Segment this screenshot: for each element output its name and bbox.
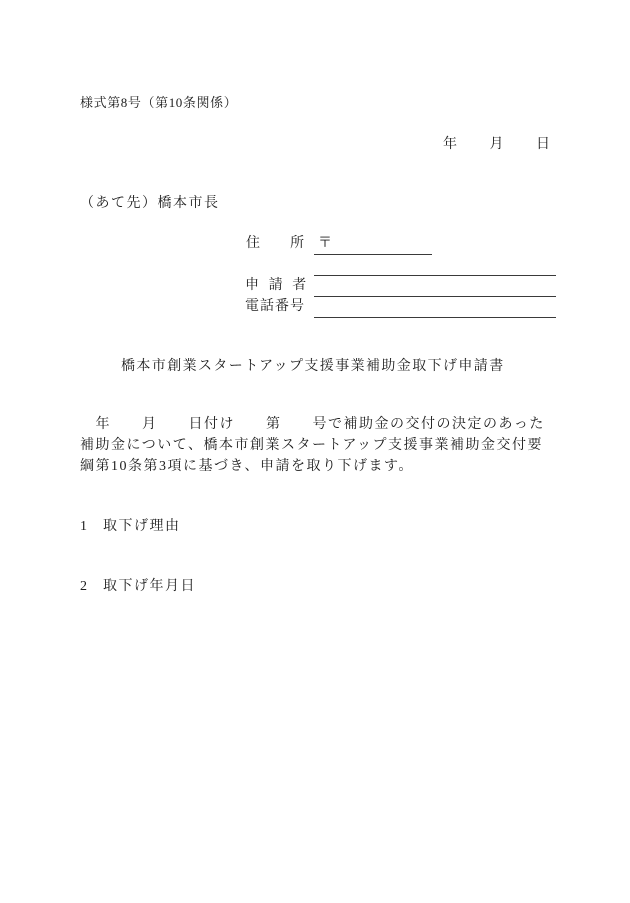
address-label: 住 所 (246, 236, 305, 251)
postal-mark: 〒 (318, 236, 334, 251)
phone-label: 電話番号 (245, 299, 305, 314)
address-line (314, 275, 556, 276)
applicant-name-line (314, 296, 556, 297)
body-line: 補助金について、橋本市創業スタートアップ支援事業補助金交付要 (80, 438, 544, 453)
document-title: 橋本市創業スタートアップ支援事業補助金取下げ申請書 (121, 359, 505, 374)
applicant-label: 申 請 者 (245, 278, 304, 293)
form-number: 様式第8号（第10条関係） (80, 95, 238, 110)
phone-number-line (314, 317, 556, 318)
item-number: 2 (80, 579, 87, 594)
date-line: 年 月 日 (443, 137, 552, 152)
body-line: 年 月 日付け 第 号で補助金の交付の決定のあった (80, 417, 545, 432)
body-line: 綱第10条第3項に基づき、申請を取り下げます。 (80, 459, 414, 474)
item-number: 1 (80, 519, 87, 534)
postal-code-line (314, 254, 432, 255)
addressee: （あて先）橋本市長 (80, 196, 220, 211)
item-label: 取下げ年月日 (103, 579, 196, 594)
item-label: 取下げ理由 (103, 519, 181, 534)
